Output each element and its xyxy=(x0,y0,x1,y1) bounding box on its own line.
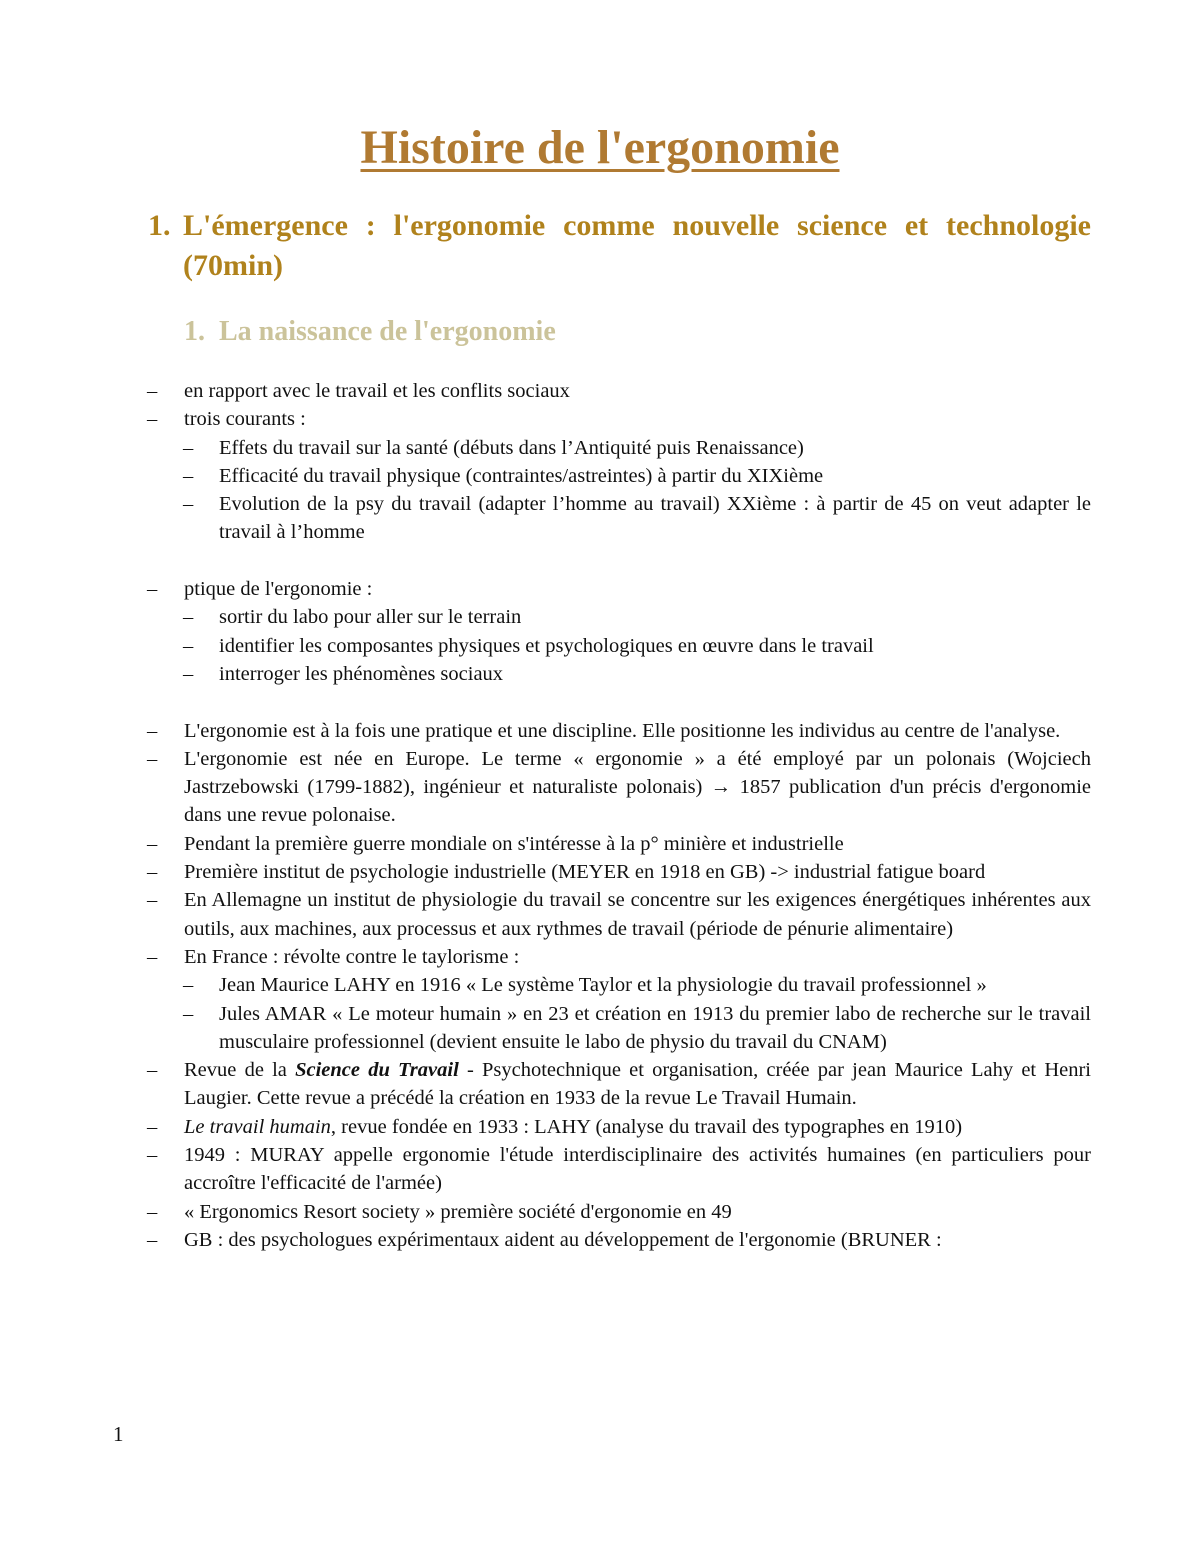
list-item xyxy=(147,830,1091,858)
bullet-dash-icon: – xyxy=(147,1059,158,1082)
paragraph-spacer xyxy=(0,688,1200,716)
list-item-text: interroger les phénomènes sociaux xyxy=(219,662,504,685)
list-item-text: ptique de l'ergonomie : xyxy=(184,578,373,601)
bullet-dash-icon: – xyxy=(147,1115,158,1138)
sub-list-item xyxy=(183,660,1091,688)
list-item-text: trois courants : xyxy=(184,408,306,431)
bullet-dash-icon: – xyxy=(183,974,194,997)
list-item xyxy=(147,377,1091,405)
list-item xyxy=(147,717,1091,745)
bullet-dash-icon: – xyxy=(147,380,158,402)
subsection-heading-number: 1. xyxy=(184,316,205,347)
list-item-text: Efficacité du travail physique (contraintes/astreintes) à partir du XIXième xyxy=(219,464,824,487)
journal-title-emphasis: Science du Travail xyxy=(295,1059,459,1082)
list-item-text: En Allemagne un institut de physiologie du travail se concentre sur les exigences énergétiques inhérentes aux outils, aux machines, aux processus et aux rythmes de travail (période de pénurie alimentaire) xyxy=(184,889,1091,940)
bullet-dash-icon: – xyxy=(183,662,194,685)
bullet-dash-icon: – xyxy=(183,1002,194,1025)
bullet-dash-icon: – xyxy=(183,493,194,516)
list-item-text: « Ergonomics Resort society » première société d'ergonomie en 49 xyxy=(184,1200,732,1223)
bullet-dash-icon: – xyxy=(147,578,158,601)
list-item-text: L'ergonomie est née en Europe. Le terme « ergonomie » a été employé par un polonais (Wojciech Jastrzebowski (1799-1882), ingénieur et naturaliste polonais) → 1857 publication d'un précis d'ergonomie dans une revue polonaise. xyxy=(184,747,1091,827)
page-number: 1 xyxy=(113,1422,124,1446)
list-item xyxy=(147,943,1091,971)
list-item-text: Jean Maurice LAHY en 1916 « Le système Taylor et la physiologie du travail professionnel » xyxy=(219,974,987,997)
bullet-dash-icon: – xyxy=(147,889,158,912)
section-heading-text: L'émergence : l'ergonomie comme nouvelle science et technologie (70min) xyxy=(183,209,1091,282)
bullet-dash-icon: – xyxy=(183,634,194,657)
list-item-text: Evolution de la psy du travail (adapter l’homme au travail) XXième : à partir de 45 on veut adapter le travail à l’homme xyxy=(219,493,1091,544)
list-item-text: GB : des psychologues expérimentaux aident au développement de l'ergonomie (BRUNER : xyxy=(184,1228,942,1251)
list-item xyxy=(147,745,1091,830)
bullet-dash-icon: – xyxy=(147,832,158,855)
sub-list-item xyxy=(183,971,1091,999)
list-item-text: sortir du labo pour aller sur le terrain xyxy=(219,606,522,629)
journal-title-emphasis: Le travail humain xyxy=(184,1115,331,1138)
bullet-dash-icon: – xyxy=(183,464,194,487)
sub-list-item xyxy=(183,434,1091,462)
list-item-text: Pendant la première guerre mondiale on s'intéresse à la p° minière et industrielle xyxy=(184,832,844,855)
list-item xyxy=(147,1226,1091,1254)
list-item xyxy=(147,886,1091,943)
bullet-dash-icon: – xyxy=(147,1144,158,1167)
bullet-dash-icon: – xyxy=(147,945,158,968)
list-item-text: En France : révolte contre le taylorisme : xyxy=(184,945,520,968)
bullet-dash-icon: – xyxy=(147,861,158,884)
list-item-text: identifier les composantes physiques et psychologiques en œuvre dans le travail xyxy=(219,634,874,657)
page-title: Histoire de l'ergonomie xyxy=(360,121,840,174)
list-item-text-part: - Psychotechnique et organisation, créée par jean Maurice Lahy et Henri Laugier. Cette revue a précédé la création en 1933 de la revue Le Travail Humain. xyxy=(184,1059,1091,1110)
subsection-heading-text: La naissance de l'ergonomie xyxy=(219,316,556,347)
bullet-dash-icon: – xyxy=(183,436,194,459)
paragraph-spacer xyxy=(0,547,1200,575)
list-item-text: Effets du travail sur la santé (débuts dans l’Antiquité puis Renaissance) xyxy=(219,436,804,459)
section-heading-number: 1. xyxy=(148,209,171,242)
list-item xyxy=(147,1198,1091,1226)
bullet-dash-icon: – xyxy=(147,747,158,770)
list-item-text: 1949 : MURAY appelle ergonomie l'étude interdisciplinaire des activités humaines (en particuliers pour accroître l'efficacité de l'armée) xyxy=(184,1144,1091,1195)
list-item xyxy=(147,858,1091,886)
list-item-text: L'ergonomie est à la fois une pratique et une discipline. Elle positionne les individus au centre de l'analyse. xyxy=(184,719,1061,742)
bullet-dash-icon: – xyxy=(183,606,194,629)
list-item-text-part: , revue fondée en 1933 : LAHY (analyse du travail des typographes en 1910) xyxy=(330,1115,963,1138)
list-item-text: Première institut de psychologie industrielle (MEYER en 1918 en GB) -> industrial fatigue board xyxy=(184,861,986,884)
sub-list-item xyxy=(183,1000,1091,1057)
bullet-dash-icon: – xyxy=(147,408,158,431)
subsection-heading xyxy=(184,313,556,351)
list-item xyxy=(147,1056,1091,1113)
list-item-text: en rapport avec le travail et les conflits sociaux xyxy=(184,380,570,402)
list-item xyxy=(147,1113,1091,1141)
list-item xyxy=(147,1141,1091,1198)
sub-list-item xyxy=(183,490,1091,547)
section-heading xyxy=(148,206,1091,286)
sub-list-item xyxy=(183,603,1091,631)
list-item xyxy=(147,575,1091,603)
bullet-dash-icon: – xyxy=(147,1228,158,1251)
list-item xyxy=(147,405,1091,433)
sub-list-item xyxy=(183,632,1091,660)
bullet-dash-icon: – xyxy=(147,1200,158,1223)
bullet-dash-icon: – xyxy=(147,719,158,742)
sub-list-item xyxy=(183,462,1091,490)
list-item-text: Jules AMAR « Le moteur humain » en 23 et création en 1913 du premier labo de recherche sur le travail musculaire professionnel (devient ensuite le labo de physio du travail du CNAM) xyxy=(219,1002,1091,1053)
document-body xyxy=(0,377,1200,1254)
list-item-text-part: Revue de la xyxy=(184,1059,296,1082)
